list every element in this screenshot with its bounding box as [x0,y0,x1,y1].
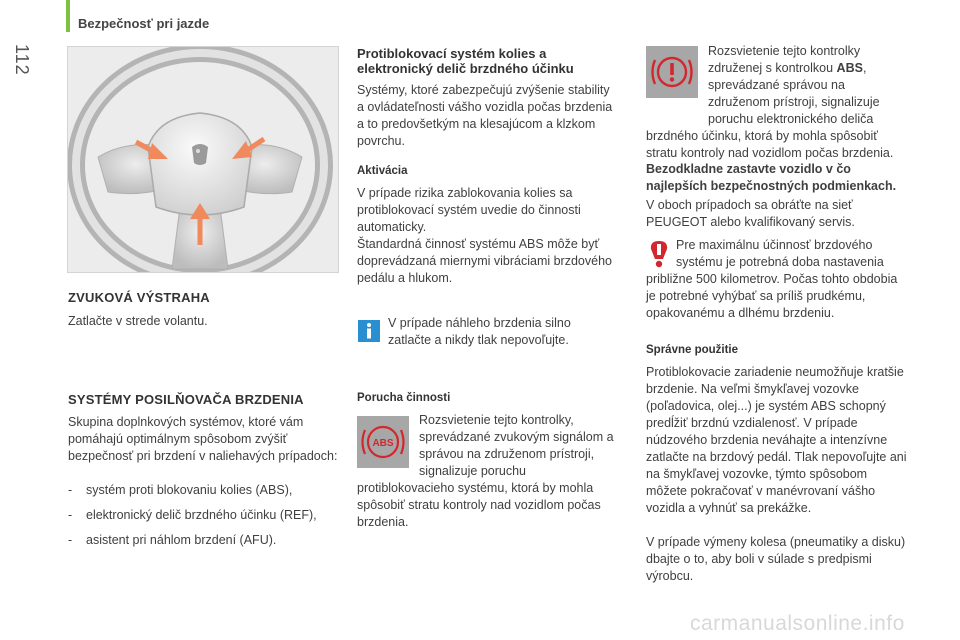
peugeot-lion-logo [192,144,208,165]
list-item: - systém proti blokovaniu kolies (ABS), [68,482,343,499]
fault-title: Porucha činnosti [357,392,451,404]
activation-text-2: Štandardná činnosť systému ABS môže byť doprevádzaná miernymi vibráciami brzdového pedálu a hlukom. [357,237,612,285]
watermark: carmanualsonline.info [690,612,905,635]
brake-systems-intro: Skupina doplnkových systémov, ktoré vám pomáhajú optimálnym spôsobom zvýšiť bezpečnosť pri brzdení v naliehavých prípadoch: [68,415,338,463]
section-header: Bezpečnosť pri jazde [78,16,210,31]
horn-text: Zatlačte v strede volantu. [68,314,208,328]
abs-intro: Systémy, ktoré zabezpečujú zvýšenie stability a ovládateľnosti vášho vozidla počas brzdenia a to predovšetkým na klesajúcom a klzkom povrchu. [357,83,613,148]
usage-text-1: Protiblokovacie zariadenie neumožňuje kratšie brzdenie. Na veľmi šmykľavej vozovke (poľadovica, olej...) je systém ABS schopný predĺžiť brzdnú vzdialenosť. V prípade núdzového brzdenia neváhajte a intenzívne zatlačte na brzdový pedál. Tlak nepovoľujte ani na šmykľavej vozovke, týmto spôsobom môžete pokračovať v manévrovaní vášho vozidla a vyhnúť sa prekážke. [646,365,907,515]
caution-text [646,237,908,322]
steering-wheel-drawing [68,47,338,272]
warning-text-b: , sprevádzané správou na združenom prístroji, signalizuje poruchu elektronického deliča brzdného účinku, ktorá by mohla spôsobiť stratu kontroly nad vozidlom počas brzdenia. [646,61,894,160]
page-number: 112 [12,44,32,76]
list-item: - asistent pri náhlom brzdení (AFU). [68,532,343,549]
usage-text-2: V prípade výmeny kolesa (pneumatiky a disku) dbajte o to, aby boli v súlade s predpismi výrobcu. [646,535,906,583]
fault-text [357,412,617,531]
warning-stop-instruction: Bezodkladne zastavte vozidlo v čo najlepších bezpečnostných podmienkach. [646,162,897,193]
steering-wheel-illustration [67,46,339,273]
abs-section-title: Protiblokovací systém kolies a elektronický delič brzdného účinku [357,46,574,76]
service-text: V oboch prípadoch sa obráťte na sieť PEUGEOT alebo kvalifikovaný servis. [646,198,855,229]
abs-icon-label: ABS [372,438,394,449]
section-accent-bar [66,0,70,32]
warning-text [646,43,908,162]
info-icon [358,320,380,342]
fault-paragraph: Rozsvietenie tejto kontrolky, sprevádzané zvukovým signálom a správou na združenom prístroji, signalizuje poruchu protiblokovacieho systému, ktorá by mohla spôsobiť stratu kontroly nad vozidlom počas brzdenia. [357,413,614,529]
info-note: V prípade náhleho brzdenia silno zatlačte a nikdy tlak nepovoľujte. [388,316,571,347]
brake-systems-title: SYSTÉMY POSILŇOVAČA BRZDENIA [68,392,304,407]
brake-systems-list [68,482,343,557]
caution-icon [646,237,676,271]
activation-text-1: V prípade rizika zablokovania kolies sa protiblokovací systém uvedie do činnosti automaticky. [357,186,581,234]
usage-title: Správne použitie [646,344,739,356]
caution-paragraph: Pre maximálnu účinnosť brzdového systému je potrebná doba nastavenia približne 500 kilometrov. Počas tohto obdobia je potrebné vyhýbať sa príliš prudkému, opakovanému a dlhému brzdeniu. [646,238,898,320]
warning-text-a: Rozsvietenie tejto kontrolky združenej s kontrolkou [708,44,861,75]
warning-text-abs: ABS [836,61,863,75]
activation-title: Aktivácia [357,165,408,177]
list-item: - elektronický delič brzdného účinku (REF), [68,507,343,524]
horn-title: ZVUKOVÁ VÝSTRAHA [68,290,210,305]
